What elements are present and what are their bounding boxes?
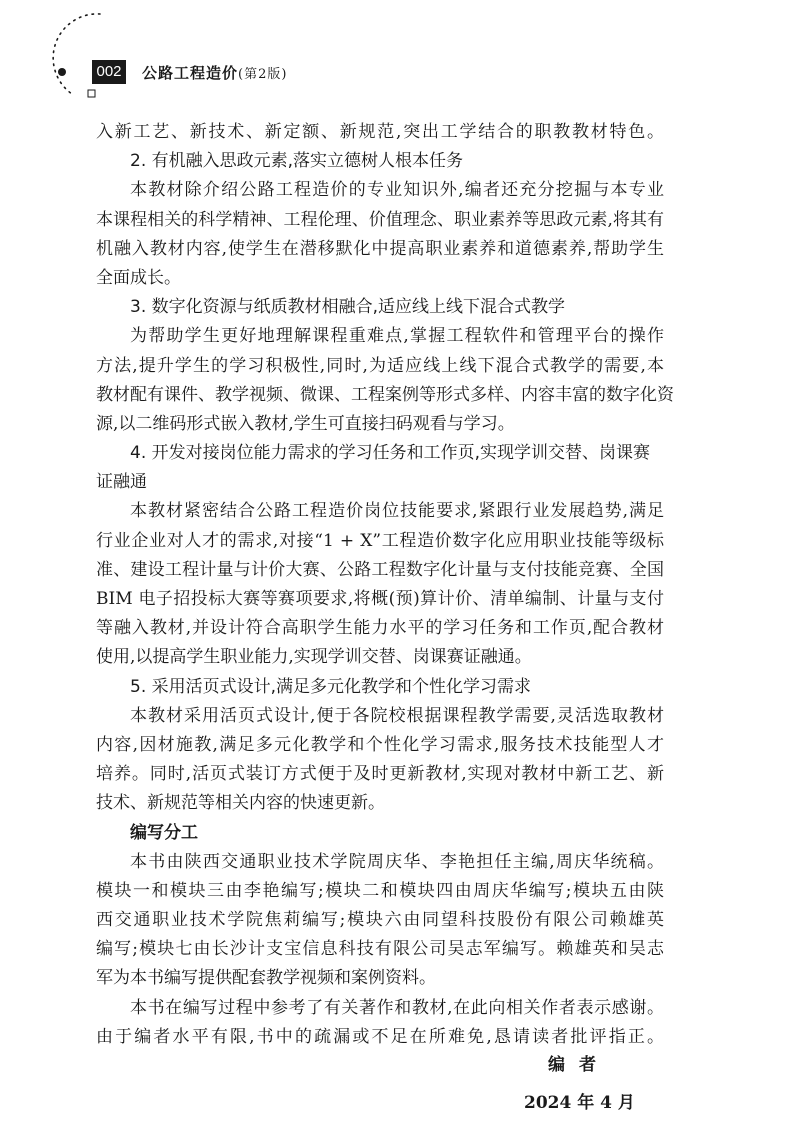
text-line: 使用,以提高学生职业能力,实现学训交替、岗课赛证融通。 — [96, 647, 532, 668]
text-line: 编写;模块七由长沙计支宝信息科技有限公司吴志军编写。赖雄英和吴志 — [96, 939, 664, 960]
text-line: 机融入教材内容,使学生在潜移默化中提高职业素养和道德素养,帮助学生 — [96, 238, 664, 259]
signature-date: 2024 年 4 月 — [524, 1093, 635, 1113]
page-header — [0, 0, 790, 110]
text-line: 本课程相关的科学精神、工程伦理、价值理念、职业素养等思政元素,将其有 — [96, 209, 664, 230]
text-line: 源,以二维码形式嵌入教材,学生可直接扫码观看与学习。 — [96, 413, 515, 434]
text-line: 本教材除介绍公路工程造价的专业知识外,编者还充分挖掘与本专业 — [130, 180, 664, 201]
section-heading: 5. 采用活页式设计,满足多元化教学和个性化学习需求 — [130, 676, 532, 697]
text-line: 培养。同时,活页式装订方式便于及时更新教材,实现对教材中新工艺、新 — [96, 764, 664, 785]
text-line: 由于编者水平有限,书中的疏漏或不足在所难免,恳请读者批评指正。 — [96, 1026, 664, 1047]
text-line: 军为本书编写提供配套教学视频和案例资料。 — [96, 968, 436, 989]
body-text — [96, 118, 674, 1052]
text-line: 准、建设工程计量与计价大赛、公路工程数字化计量与支付技能竞赛、全国 — [96, 559, 664, 580]
header-dot — [58, 68, 66, 76]
text-line: 模块一和模块三由李艳编写;模块二和模块四由周庆华编写;模块五由陕 — [96, 880, 664, 901]
text-line: 等融入教材,并设计符合高职学生能力水平的学习任务和工作页,配合教材 — [96, 618, 664, 639]
text-line: 本教材紧密结合公路工程造价岗位技能要求,紧跟行业发展趋势,满足 — [130, 501, 664, 522]
signature-author: 编者 — [548, 1055, 610, 1075]
text-line: 本书在编写过程中参考了有关著作和教材,在此向相关作者表示感谢。 — [130, 997, 664, 1018]
text-line: 技术、新规范等相关内容的快速更新。 — [96, 793, 385, 814]
text-line: 全面成长。 — [96, 267, 181, 288]
text-line: 教材配有课件、教学视频、微课、工程案例等形式多样、内容丰富的数字化资 — [96, 384, 674, 405]
section-heading: 2. 有机融入思政元素,落实立德树人根本任务 — [130, 151, 464, 172]
text-line: 西交通职业技术学院焦莉编写;模块六由同望科技股份有限公司赖雄英 — [96, 910, 664, 931]
text-line: 内容,因材施教,满足多元化教学和个性化学习需求,服务技术技能型人才 — [96, 734, 664, 755]
text-line: 入新工艺、新技术、新定额、新规范,突出工学结合的职教教材特色。 — [96, 122, 664, 142]
text-line: 本书由陕西交通职业技术学院周庆华、李艳担任主编,周庆华统稿。 — [130, 851, 664, 872]
edition-label: (第2版) — [238, 67, 288, 82]
section-heading-continued: 证融通 — [96, 472, 147, 493]
authorship-heading: 编写分工 — [130, 822, 198, 843]
text-line: 本教材采用活页式设计,便于各院校根据课程教学需要,灵活选取教材 — [130, 705, 664, 726]
section-heading: 4. 开发对接岗位能力需求的学习任务和工作页,实现学训交替、岗课赛 — [130, 443, 651, 464]
text-line: BIM 电子招投标大赛等赛项要求,将概(预)算计价、清单编制、计量与支付 — [96, 589, 664, 609]
header-decoration — [0, 0, 790, 110]
book-title: 公路工程造价 — [142, 64, 239, 82]
text-line: 方法,提升学生的学习积极性,同时,为适应线上线下混合式教学的需要,本 — [96, 355, 664, 376]
running-title — [142, 62, 287, 83]
section-heading: 3. 数字化资源与纸质教材相融合,适应线上线下混合式教学 — [130, 297, 566, 318]
header-square — [88, 90, 95, 97]
page-number: 002 — [92, 60, 126, 84]
text-line: 行业企业对人才的需求,对接“1 + X”工程造价数字化应用职业技能等级标 — [96, 530, 664, 551]
text-line: 为帮助学生更好地理解课程重难点,掌握工程软件和管理平台的操作 — [130, 326, 664, 347]
